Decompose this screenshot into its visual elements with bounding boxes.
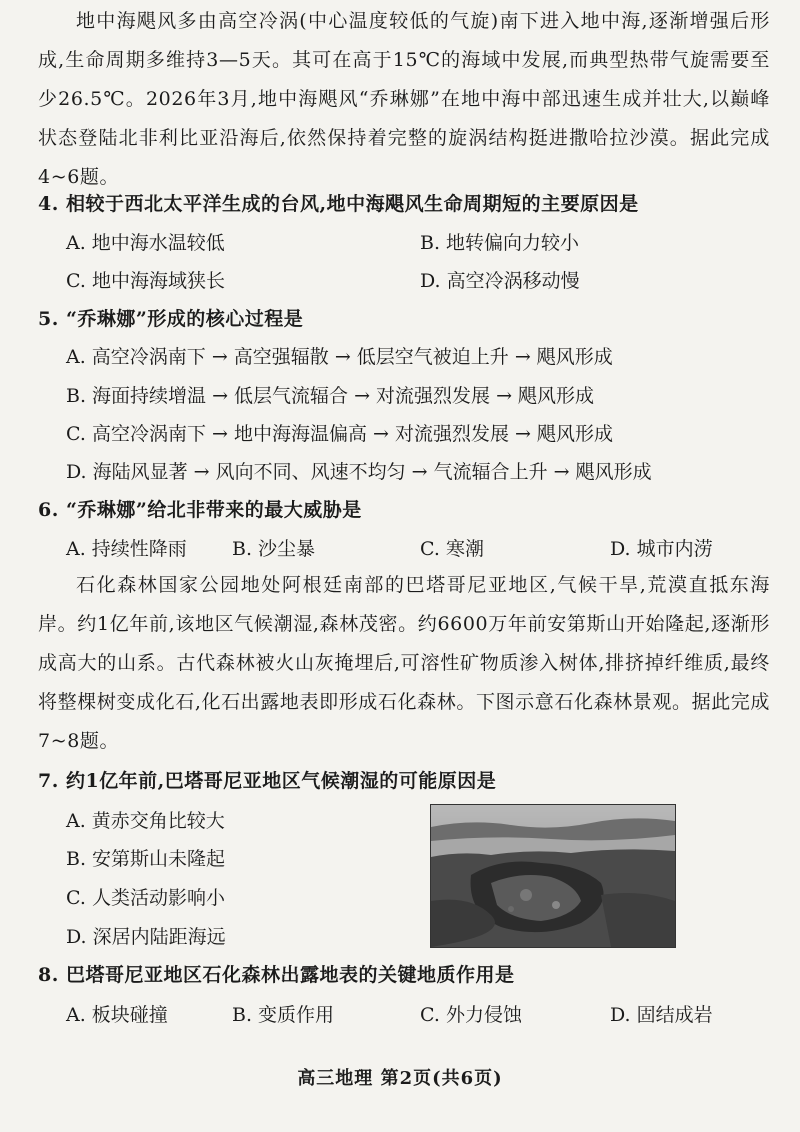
- question-4-option-c: C. 地中海海域狭长: [66, 270, 225, 292]
- question-8-option-c: C. 外力侵蚀: [420, 1004, 522, 1026]
- petrified-forest-photo: [430, 804, 676, 948]
- question-8-option-b: B. 变质作用: [232, 1004, 335, 1026]
- question-7-option-b: B. 安第斯山未隆起: [66, 848, 226, 870]
- question-8-option-a: A. 板块碰撞: [66, 1004, 168, 1026]
- question-6-option-c: C. 寒潮: [420, 538, 484, 560]
- question-6-stem: 6. “乔琳娜”给北非带来的最大威胁是: [38, 499, 362, 521]
- passage-2: 石化森林国家公园地处阿根廷南部的巴塔哥尼亚地区,气候干旱,荒漠直抵东海岸。约1亿年前,该地区气候潮湿,森林茂密。约6600万年前安第斯山开始隆起,逐渐形成高大的山系。古代森林被火山灰掩埋后,可溶性矿物质渗入树体,排挤掉纤维质,最终将整棵树变成化石,化石出露地表即形成石化森林。下图示意石化森林景观。据此完成7~8题。: [38, 574, 770, 752]
- question-6-option-b: B. 沙尘暴: [232, 538, 316, 560]
- question-4-stem: 4. 相较于西北太平洋生成的台风,地中海飓风生命周期短的主要原因是: [38, 193, 639, 215]
- passage-1: 地中海飓风多由高空冷涡(中心温度较低的气旋)南下进入地中海,逐渐增强后形成,生命周期多维持3—5天。其可在高于15℃的海域中发展,而典型热带气旋需要至少26.5℃。2026年3月,地中海飓风“乔琳娜”在地中海中部迅速生成并壮大,以巅峰状态登陆北非利比亚沿海后,依然保持着完整的旋涡结构挺进撒哈拉沙漠。据此完成4~6题。: [38, 10, 770, 188]
- question-5-option-d: D. 海陆风显著 → 风向不同、风速不均匀 → 气流辐合上升 → 飓风形成: [66, 461, 652, 483]
- question-8-option-d: D. 固结成岩: [610, 1004, 713, 1026]
- question-5-stem: 5. “乔琳娜”形成的核心过程是: [38, 308, 304, 330]
- question-4-option-d: D. 高空冷涡移动慢: [420, 270, 580, 292]
- question-5-option-c: C. 高空冷涡南下 → 地中海海温偏高 → 对流强烈发展 → 飓风形成: [66, 423, 613, 445]
- page-footer: 高三地理 第2页(共6页): [297, 1068, 503, 1089]
- question-4-option-a: A. 地中海水温较低: [66, 232, 225, 254]
- question-8-stem: 8. 巴塔哥尼亚地区石化森林出露地表的关键地质作用是: [38, 964, 515, 986]
- question-7-stem: 7. 约1亿年前,巴塔哥尼亚地区气候潮湿的可能原因是: [38, 770, 497, 792]
- question-7-option-a: A. 黄赤交角比较大: [66, 810, 225, 832]
- question-5-option-a: A. 高空冷涡南下 → 高空强辐散 → 低层空气被迫上升 → 飓风形成: [66, 346, 613, 368]
- question-7-option-c: C. 人类活动影响小: [66, 887, 225, 909]
- question-5-option-b: B. 海面持续增温 → 低层气流辐合 → 对流强烈发展 → 飓风形成: [66, 385, 595, 407]
- question-4-option-b: B. 地转偏向力较小: [420, 232, 580, 254]
- question-6-option-d: D. 城市内涝: [610, 538, 713, 560]
- question-6-option-a: A. 持续性降雨: [66, 538, 187, 560]
- question-7-option-d: D. 深居内陆距海远: [66, 926, 226, 948]
